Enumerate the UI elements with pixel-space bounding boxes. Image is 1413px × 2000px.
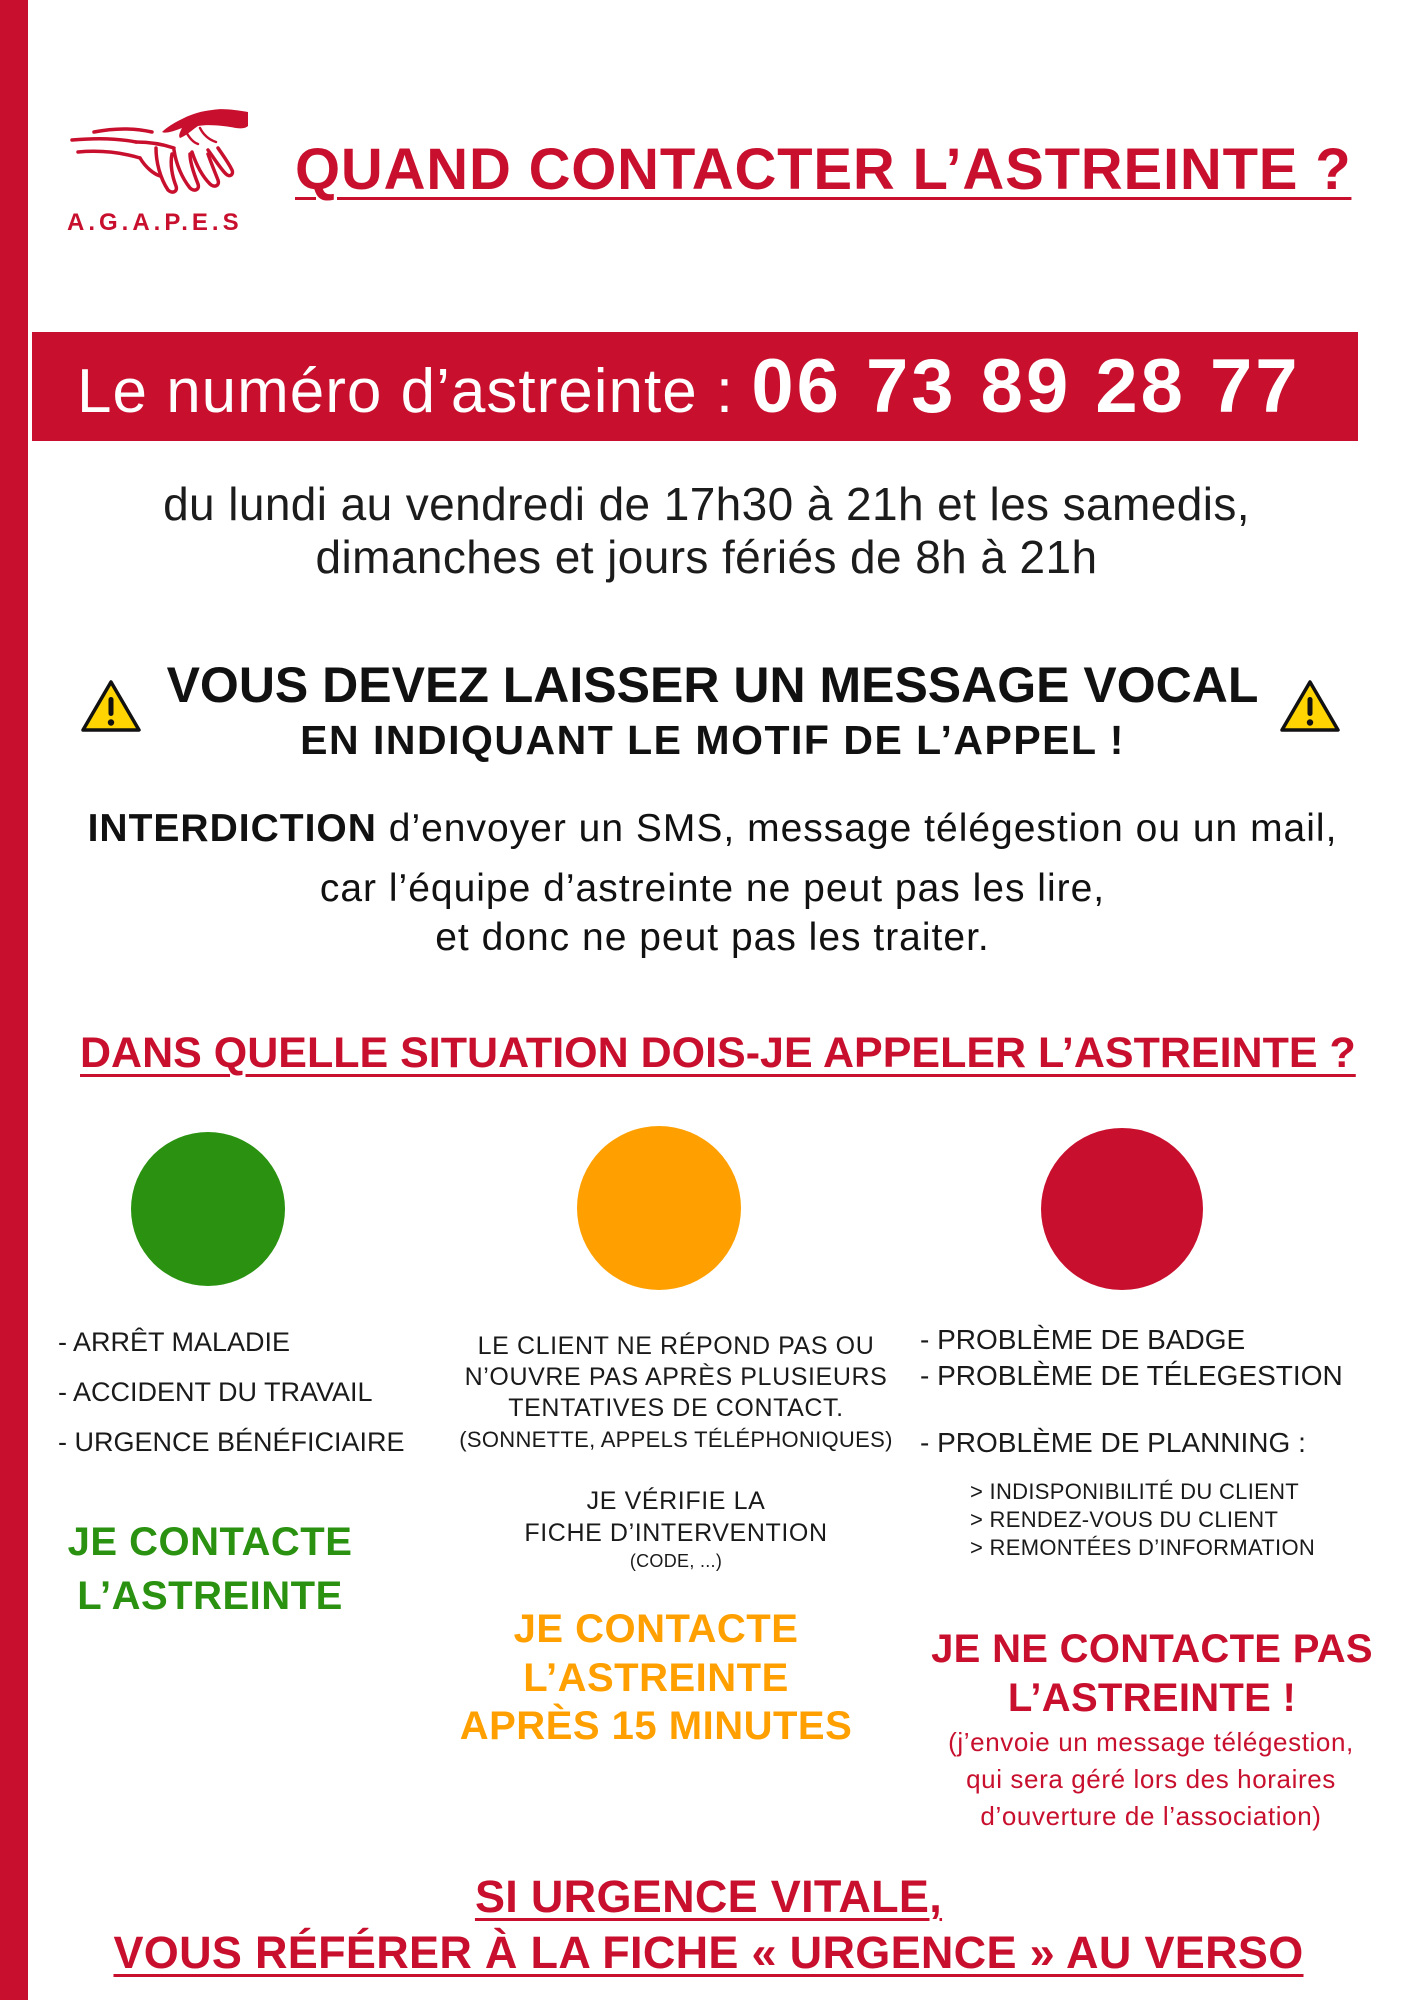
- note-line: (j’envoie un message télégestion,: [948, 1727, 1354, 1757]
- check-note: (CODE, ...): [629, 1551, 723, 1571]
- list-item: - PROBLÈME DE PLANNING :: [920, 1427, 1306, 1458]
- sub-list-item: > RENDEZ-VOUS DU CLIENT: [970, 1507, 1279, 1532]
- check-line: FICHE D’INTERVENTION: [524, 1519, 828, 1547]
- planning-sub-list: [970, 1478, 1315, 1562]
- interdiction-text: d’envoyer un SMS, message télégestion ou un mail,: [388, 807, 1338, 850]
- interdiction-keyword: INTERDICTION: [87, 807, 377, 850]
- footer-text: VOUS RÉFÉRER À LA FICHE « URGENCE » AU VERSO: [113, 1927, 1304, 1978]
- list-item: - ACCIDENT DU TRAVAIL: [58, 1377, 373, 1407]
- green-situations-list: [58, 1317, 405, 1467]
- orange-check-instruction: [426, 1485, 926, 1573]
- orange-action-line: APRÈS 15 MINUTES: [459, 1704, 853, 1748]
- green-action: [50, 1515, 370, 1623]
- interdiction-explanation: [0, 864, 1413, 962]
- sub-list-item: > INDISPONIBILITÉ DU CLIENT: [970, 1479, 1300, 1504]
- situation-heading: DANS QUELLE SITUATION DOIS-JE APPELER L’ASTREINTE ?: [80, 1029, 1356, 1077]
- phone-number: 06 73 89 28 77: [751, 344, 1301, 429]
- phone-banner-line: [77, 332, 1301, 446]
- hands-logo-icon: [64, 98, 250, 208]
- description-line: N’OUVRE PAS APRÈS PLUSIEURS: [464, 1363, 888, 1391]
- footer-text: SI URGENCE VITALE,: [474, 1871, 943, 1922]
- page-title: QUAND CONTACTER L’ASTREINTE ?: [295, 137, 1352, 202]
- green-status-circle: [131, 1132, 285, 1286]
- hours-line: dimanches et jours fériés de 8h à 21h: [315, 531, 1098, 583]
- description-line: LE CLIENT NE RÉPOND PAS OU: [477, 1332, 875, 1360]
- footer-line: [4, 1925, 1413, 1981]
- left-accent-bar: [0, 0, 28, 2000]
- note-line: qui sera géré lors des horaires: [966, 1764, 1336, 1794]
- orange-situation-description: [426, 1331, 926, 1455]
- hours-line: du lundi au vendredi de 17h30 à 21h et les samedis,: [163, 478, 1250, 530]
- hours-text: [0, 478, 1413, 584]
- footer-line: [4, 1869, 1413, 1925]
- check-line: JE VÉRIFIE LA: [586, 1487, 766, 1515]
- red-action-line: JE NE CONTACTE PAS: [931, 1627, 1373, 1671]
- description-detail: (SONNETTE, APPELS TÉLÉPHONIQUES): [459, 1427, 893, 1452]
- list-item: - PROBLÈME DE TÉLEGESTION: [920, 1360, 1343, 1391]
- list-item: - PROBLÈME DE BADGE: [920, 1324, 1246, 1355]
- interdiction-explanation-line: et donc ne peut pas les traiter.: [435, 916, 990, 959]
- orange-status-circle: [577, 1126, 741, 1290]
- list-item: - URGENCE BÉNÉFICIAIRE: [58, 1427, 405, 1457]
- interdiction-explanation-line: car l’équipe d’astreinte ne peut pas les lire,: [319, 867, 1106, 910]
- phone-banner: [32, 332, 1358, 441]
- list-item: - ARRÊT MALADIE: [58, 1327, 291, 1357]
- red-action: [902, 1625, 1402, 1723]
- green-action-line: JE CONTACTE: [67, 1520, 353, 1564]
- orange-action: [406, 1605, 906, 1751]
- orange-action-line: L’ASTREINTE: [523, 1655, 789, 1700]
- note-line: d’ouverture de l’association): [980, 1801, 1322, 1831]
- logo-wordmark: A.G.A.P.E.S: [67, 209, 243, 236]
- description-line: TENTATIVES DE CONTACT.: [508, 1394, 844, 1422]
- interdiction-line: [0, 805, 1413, 853]
- emergency-footer: [0, 1869, 1413, 1981]
- red-action-note: [901, 1724, 1401, 1835]
- phone-label: Le numéro d’astreinte :: [77, 357, 735, 426]
- sub-list-item: > REMONTÉES D’INFORMATION: [970, 1535, 1316, 1560]
- green-action-line: L’ASTREINTE: [77, 1574, 343, 1618]
- voicemail-warning-subheading: EN INDIQUANT LE MOTIF DE L’APPEL !: [300, 717, 1125, 763]
- red-status-circle: [1041, 1128, 1203, 1290]
- voicemail-warning-heading: VOUS DEVEZ LAISSER UN MESSAGE VOCAL: [166, 657, 1259, 713]
- orange-action-line: JE CONTACTE: [513, 1607, 799, 1651]
- red-action-line: L’ASTREINTE !: [1007, 1676, 1297, 1720]
